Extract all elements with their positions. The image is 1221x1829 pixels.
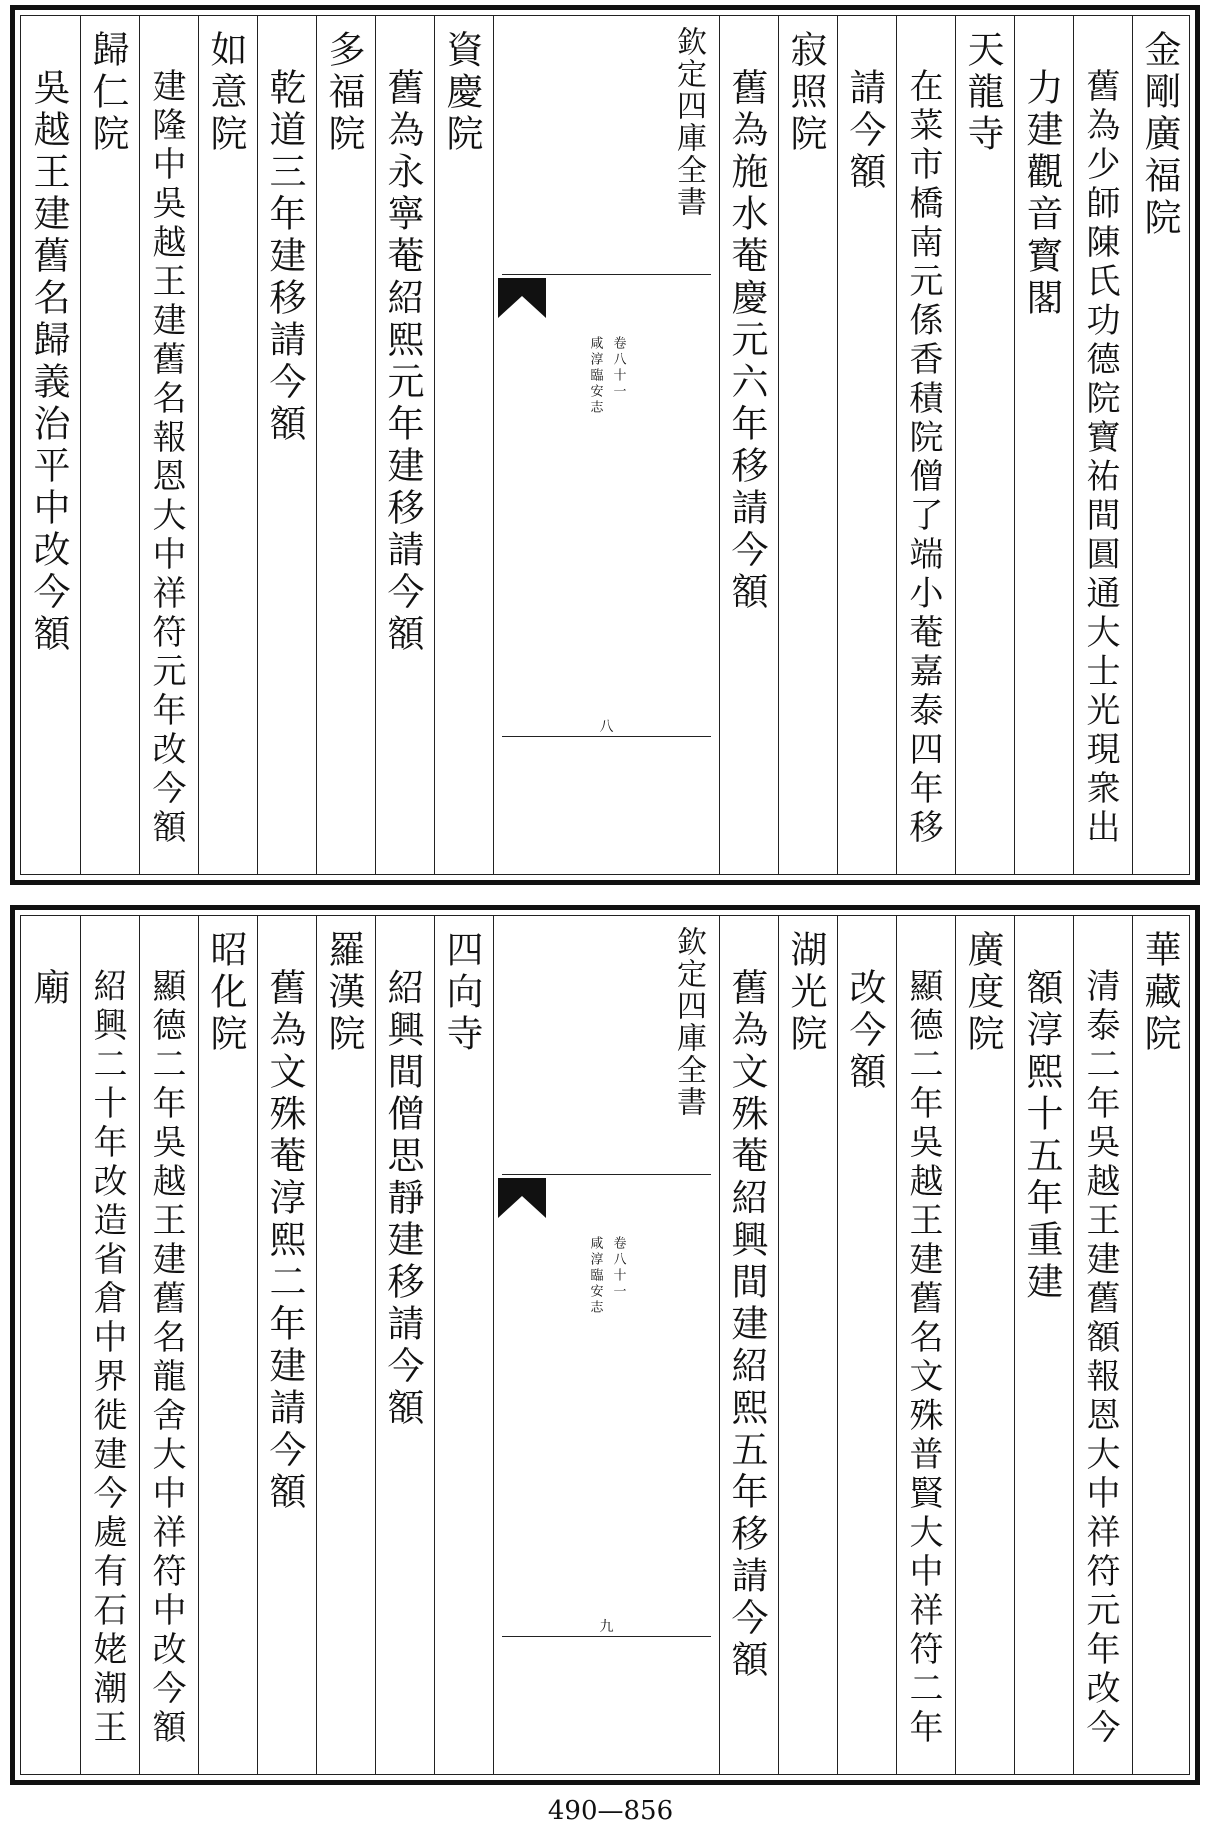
- text-column: [139, 916, 198, 1774]
- text-column: [375, 916, 434, 1774]
- text-column: [1014, 916, 1073, 1774]
- spine-book-title: 咸淳臨安志: [587, 1236, 603, 1316]
- text-column: [896, 16, 955, 874]
- spine-volume: 卷八十一: [610, 336, 626, 400]
- text-column: [1073, 916, 1132, 1774]
- entry-text: 在菜市橋南元係香積院僧了端小菴嘉泰四年移: [903, 68, 943, 848]
- text-column: [316, 916, 375, 1774]
- entry-text: 廟: [27, 968, 70, 1010]
- text-column: [719, 16, 778, 874]
- entry-text: 顯德二年吳越王建舊名龍舍大中祥符中改今額: [146, 968, 186, 1748]
- spine-rule-bottom: [502, 1636, 711, 1637]
- entry-text: 舊為少師陳氏功德院寶祐間圓通大士光現衆出: [1080, 68, 1120, 848]
- entry-text: 紹興二十年改造省倉中界徙建今處有石姥潮王: [87, 968, 127, 1748]
- entry-heading: 天龍寺: [961, 30, 1004, 156]
- entry-text: 額淳熙十五年重建: [1020, 968, 1063, 1304]
- spine-info: [494, 1236, 719, 1316]
- text-column: [1132, 916, 1191, 1774]
- text-column: [257, 16, 316, 874]
- entry-text: 力建觀音寳閣: [1020, 68, 1063, 320]
- bottom-page: [10, 905, 1200, 1785]
- page-number: 八: [599, 719, 614, 735]
- text-column: [375, 16, 434, 874]
- entry-text: 舊為永寧菴紹熙元年建移請今額: [381, 68, 424, 656]
- text-column: [257, 916, 316, 1774]
- entry-heading: 華藏院: [1138, 930, 1181, 1056]
- spine-title: 欽定四庫全書: [671, 26, 706, 218]
- entry-text: 舊為文殊菴紹興間建紹熙五年移請今額: [725, 968, 768, 1682]
- entry-text: 吳越王建舊名歸義治平中改今額: [27, 68, 70, 656]
- catalog-number: 490—856: [547, 1796, 674, 1826]
- entry-heading: 多福院: [322, 30, 365, 156]
- spine-book-title: 咸淳臨安志: [587, 336, 603, 416]
- top-page-frame: [20, 15, 1190, 875]
- text-column: [1132, 16, 1191, 874]
- entry-heading: 如意院: [204, 30, 247, 156]
- entry-text: 乾道三年建移請今額: [263, 68, 306, 446]
- entry-text: 顯德二年吳越王建舊名文殊普賢大中祥符二年: [903, 968, 943, 1748]
- text-column: [139, 16, 198, 874]
- spine-info: [494, 336, 719, 416]
- text-column: [21, 16, 80, 874]
- text-column: [198, 16, 257, 874]
- entry-text: 清泰二年吳越王建舊額報恩大中祥符元年改今: [1080, 968, 1120, 1748]
- entry-heading: 廣度院: [961, 930, 1004, 1056]
- entry-heading: 寂照院: [784, 30, 827, 156]
- entry-text: 請今額: [843, 68, 886, 194]
- text-column: [198, 916, 257, 1774]
- text-column: [80, 916, 139, 1774]
- text-column: [434, 16, 493, 874]
- fish-tail-icon: [498, 1178, 546, 1226]
- text-column: [1073, 16, 1132, 874]
- text-column: [955, 16, 1014, 874]
- page-number: 九: [599, 1619, 614, 1635]
- spine-column: [493, 16, 719, 874]
- spine-rule-top: [502, 274, 711, 275]
- spine-rule-top: [502, 1174, 711, 1175]
- text-column: [80, 16, 139, 874]
- entry-heading: 湖光院: [784, 930, 827, 1056]
- spine-title: 欽定四庫全書: [671, 926, 706, 1118]
- entry-text: 改今額: [843, 968, 886, 1094]
- fish-tail-icon: [498, 278, 546, 326]
- text-column: [837, 16, 896, 874]
- entry-heading: 歸仁院: [86, 30, 129, 156]
- text-column: [1014, 16, 1073, 874]
- text-column: [316, 16, 375, 874]
- text-column: [21, 916, 80, 1774]
- entry-heading: 資慶院: [440, 30, 483, 156]
- text-column: [837, 916, 896, 1774]
- text-column: [719, 916, 778, 1774]
- entry-heading: 金剛廣福院: [1138, 30, 1181, 240]
- entry-text: 舊為文殊菴淳熙二年建請今額: [263, 968, 306, 1514]
- entry-text: 建隆中吳越王建舊名報恩大中祥符元年改今額: [146, 68, 186, 848]
- text-column: [434, 916, 493, 1774]
- text-column: [955, 916, 1014, 1774]
- entry-heading: 羅漢院: [322, 930, 365, 1056]
- spine-column: [493, 916, 719, 1774]
- top-page: [10, 5, 1200, 885]
- text-column: [896, 916, 955, 1774]
- bottom-page-frame: [20, 915, 1190, 1775]
- entry-text: 紹興間僧思靜建移請今額: [381, 968, 424, 1430]
- entry-heading: 四向寺: [440, 930, 483, 1056]
- text-column: [778, 916, 837, 1774]
- text-column: [778, 16, 837, 874]
- entry-heading: 昭化院: [204, 930, 247, 1056]
- spine-rule-bottom: [502, 736, 711, 737]
- entry-text: 舊為施水菴慶元六年移請今額: [725, 68, 768, 614]
- spine-volume: 卷八十一: [610, 1236, 626, 1300]
